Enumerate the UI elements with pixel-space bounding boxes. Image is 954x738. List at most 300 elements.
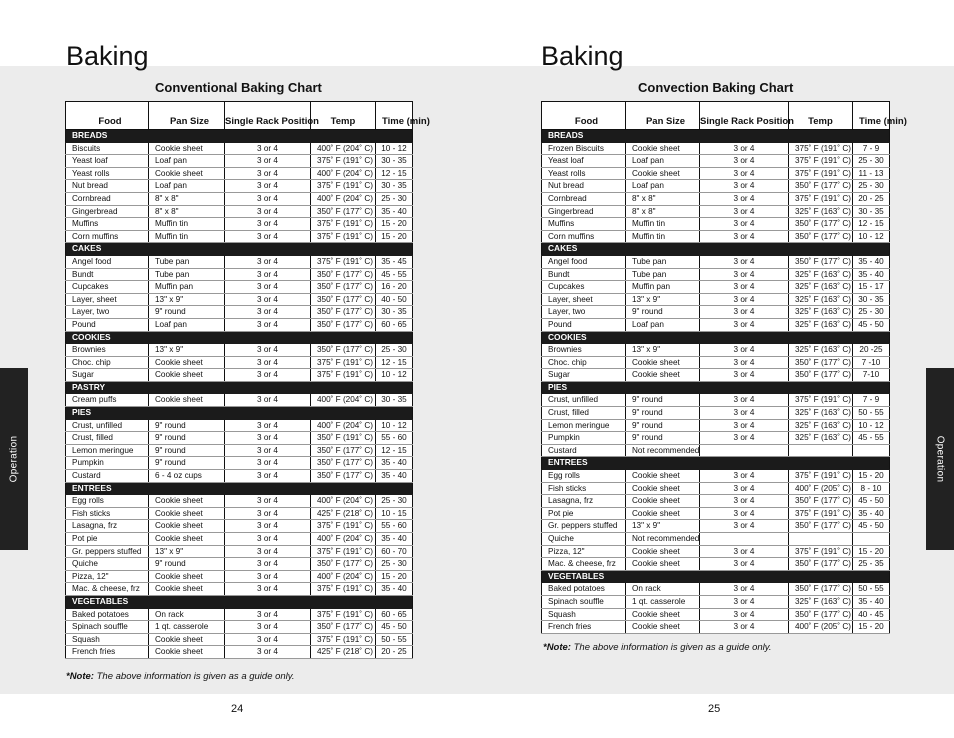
time-cell: 16 - 20 [376, 281, 413, 294]
food-cell: Pumpkin [542, 432, 626, 445]
table-row [66, 533, 413, 546]
temp-cell: 350˚ F (177˚ C) [311, 558, 376, 571]
food-cell: Baked potatoes [542, 583, 626, 596]
pan-size-cell: Loaf pan [149, 180, 225, 193]
col-header-pan-size: Pan Size [149, 102, 225, 130]
pan-size-cell: 9" round [149, 558, 225, 571]
col-header-temp: Temp [311, 102, 376, 130]
time-cell: 10 - 12 [853, 230, 890, 243]
temp-cell: 375˚ F (191˚ C) [789, 155, 853, 168]
conventional-baking-table [65, 101, 430, 659]
temp-cell: 325˚ F (163˚ C) [789, 268, 853, 281]
table-row [542, 495, 890, 508]
time-cell: 45 - 50 [853, 520, 890, 533]
time-cell: 7 - 9 [853, 394, 890, 407]
food-cell: Bundt [542, 268, 626, 281]
table-row [66, 167, 413, 180]
pan-size-cell: Cookie sheet [149, 369, 225, 382]
food-cell: Gr. peppers stuffed [66, 545, 149, 558]
pan-size-cell: 6 - 4 oz cups [149, 470, 225, 483]
time-cell: 20 - 25 [376, 646, 413, 659]
temp-cell: 350˚ F (177˚ C) [789, 369, 853, 382]
col-header-temp: Temp [789, 102, 853, 130]
temp-cell: 400˚ F (204˚ C) [311, 570, 376, 583]
pan-size-cell: Cookie sheet [626, 482, 700, 495]
food-cell: Yeast loaf [542, 155, 626, 168]
food-cell: Squash [66, 633, 149, 646]
rack-position-cell: 3 or 4 [225, 419, 311, 432]
time-cell: 50 - 55 [853, 583, 890, 596]
table-row [542, 281, 890, 294]
section-label: BREADS [66, 130, 413, 143]
rack-position-cell: 3 or 4 [225, 167, 311, 180]
rack-position-cell: 3 or 4 [225, 306, 311, 319]
col-header-food: Food [66, 102, 149, 130]
table-row [66, 344, 413, 357]
table-row [542, 268, 890, 281]
food-cell: Fish sticks [66, 507, 149, 520]
pan-size-cell: 8" x 8" [626, 192, 700, 205]
temp-cell: 350˚ F (177˚ C) [311, 457, 376, 470]
section-label: CAKES [66, 243, 413, 256]
temp-cell: 325˚ F (163˚ C) [789, 318, 853, 331]
temp-cell: 350˚ F (177˚ C) [311, 444, 376, 457]
col-header-time: Time (min) [376, 102, 413, 130]
col-header-time: Time (min) [853, 102, 890, 130]
table-header-row [542, 102, 890, 130]
time-cell: 7 - 9 [853, 142, 890, 155]
time-cell: 12 - 15 [376, 356, 413, 369]
section-header-row [66, 482, 413, 495]
rack-position-cell: 3 or 4 [225, 646, 311, 659]
time-cell: 35 - 40 [376, 533, 413, 546]
pan-size-cell: 9" round [626, 306, 700, 319]
rack-position-cell: 3 or 4 [225, 344, 311, 357]
temp-cell: 325˚ F (163˚ C) [789, 306, 853, 319]
pan-size-cell: Cookie sheet [149, 570, 225, 583]
pan-size-cell: Cookie sheet [149, 633, 225, 646]
food-cell: Yeast rolls [542, 167, 626, 180]
food-cell: Mac. & cheese, frz [542, 558, 626, 571]
food-cell: Choc. chip [66, 356, 149, 369]
table-row [66, 155, 413, 168]
temp-cell: 325˚ F (163˚ C) [789, 432, 853, 445]
temp-cell: 400˚ F (204˚ C) [311, 419, 376, 432]
rack-position-cell: 3 or 4 [700, 218, 789, 231]
rack-position-cell: 3 or 4 [225, 432, 311, 445]
table-row [66, 432, 413, 445]
time-cell: 30 - 35 [853, 205, 890, 218]
food-cell: Layer, two [66, 306, 149, 319]
rack-position-cell: 3 or 4 [700, 369, 789, 382]
table-row [542, 218, 890, 231]
food-cell: Brownies [542, 344, 626, 357]
rack-position-cell: 3 or 4 [700, 608, 789, 621]
time-cell: 15 - 20 [376, 230, 413, 243]
temp-cell: 350˚ F (177˚ C) [789, 180, 853, 193]
temp-cell: 350˚ F (177˚ C) [311, 281, 376, 294]
rack-position-cell: 3 or 4 [225, 205, 311, 218]
table-row [542, 621, 890, 634]
rack-position-cell: 3 or 4 [700, 142, 789, 155]
time-cell: 25 - 30 [376, 192, 413, 205]
time-cell [853, 444, 890, 457]
pan-size-cell: Loaf pan [149, 155, 225, 168]
temp-cell: 325˚ F (163˚ C) [789, 293, 853, 306]
temp-cell: 375˚ F (191˚ C) [789, 192, 853, 205]
temp-cell: 375˚ F (191˚ C) [311, 218, 376, 231]
time-cell: 30 - 35 [376, 180, 413, 193]
food-cell: Sugar [542, 369, 626, 382]
rack-position-cell: 3 or 4 [700, 407, 789, 420]
temp-cell: 350˚ F (177˚ C) [311, 306, 376, 319]
temp-cell: 375˚ F (191˚ C) [789, 394, 853, 407]
temp-cell: 350˚ F (177˚ C) [789, 558, 853, 571]
table-row [542, 545, 890, 558]
pan-size-cell: Cookie sheet [626, 142, 700, 155]
food-cell: Pot pie [542, 507, 626, 520]
rack-position-cell: 3 or 4 [225, 230, 311, 243]
rack-position-cell: 3 or 4 [225, 318, 311, 331]
food-cell: Cornbread [542, 192, 626, 205]
section-header-row [66, 407, 413, 420]
time-cell: 35 - 40 [853, 268, 890, 281]
rack-position-cell: 3 or 4 [225, 293, 311, 306]
table-row [542, 155, 890, 168]
temp-cell: 375˚ F (191˚ C) [789, 167, 853, 180]
food-cell: Cupcakes [542, 281, 626, 294]
food-cell: Choc. chip [542, 356, 626, 369]
table-row [66, 608, 413, 621]
time-cell: 55 - 60 [376, 432, 413, 445]
rack-position-cell: 3 or 4 [700, 545, 789, 558]
temp-cell: 375˚ F (191˚ C) [789, 507, 853, 520]
rack-position-cell: 3 or 4 [225, 356, 311, 369]
rack-position-cell: 3 or 4 [700, 595, 789, 608]
section-label: COOKIES [542, 331, 890, 344]
rack-position-cell: 3 or 4 [225, 520, 311, 533]
col-header-rack-position: Single Rack Position [225, 102, 311, 130]
pan-size-cell: On rack [149, 608, 225, 621]
rack-position-cell: 3 or 4 [225, 394, 311, 407]
rack-position-cell: 3 or 4 [700, 419, 789, 432]
food-cell: Mac. & cheese, frz [66, 583, 149, 596]
temp-cell: 375˚ F (191˚ C) [789, 470, 853, 483]
temp-cell: 350˚ F (177˚ C) [789, 218, 853, 231]
food-cell: Spinach souffle [66, 621, 149, 634]
section-header-row [66, 381, 413, 394]
food-cell: Crust, filled [542, 407, 626, 420]
pan-size-cell: Cookie sheet [626, 369, 700, 382]
pan-size-cell: 8" x 8" [626, 205, 700, 218]
rack-position-cell: 3 or 4 [700, 621, 789, 634]
rack-position-cell: 3 or 4 [225, 218, 311, 231]
section-label: PIES [66, 407, 413, 420]
rack-position-cell: 3 or 4 [225, 495, 311, 508]
table-row [66, 520, 413, 533]
table-row [66, 218, 413, 231]
time-cell: 15 - 20 [376, 218, 413, 231]
section-header-row [66, 243, 413, 256]
temp-cell: 375˚ F (191˚ C) [311, 230, 376, 243]
time-cell: 12 - 15 [376, 444, 413, 457]
pan-size-cell: Muffin pan [626, 281, 700, 294]
temp-cell: 350˚ F (177˚ C) [789, 583, 853, 596]
time-cell: 35 - 40 [376, 470, 413, 483]
table-row [542, 306, 890, 319]
operation-side-tab-right [926, 368, 954, 550]
time-cell: 15 - 20 [853, 621, 890, 634]
temp-cell: 375˚ F (191˚ C) [311, 180, 376, 193]
rack-position-cell: 3 or 4 [700, 230, 789, 243]
section-header-row [542, 243, 890, 256]
section-header-row [542, 457, 890, 470]
food-cell: Gingerbread [542, 205, 626, 218]
food-cell: Corn muffins [542, 230, 626, 243]
table-row [542, 432, 890, 445]
rack-position-cell: 3 or 4 [225, 533, 311, 546]
food-cell: Lemon meringue [542, 419, 626, 432]
time-cell: 15 - 20 [853, 470, 890, 483]
food-cell: Yeast rolls [66, 167, 149, 180]
rack-position-cell: 3 or 4 [700, 293, 789, 306]
pan-size-cell: 9" round [149, 419, 225, 432]
table-row [66, 495, 413, 508]
temp-cell: 425˚ F (218˚ C) [311, 646, 376, 659]
temp-cell: 375˚ F (191˚ C) [311, 583, 376, 596]
time-cell: 50 - 55 [853, 407, 890, 420]
table-row [542, 583, 890, 596]
time-cell: 20 -25 [853, 344, 890, 357]
pan-size-cell: On rack [626, 583, 700, 596]
pan-size-cell: 13" x 9" [626, 293, 700, 306]
time-cell: 50 - 55 [376, 633, 413, 646]
food-cell: Gr. peppers stuffed [542, 520, 626, 533]
rack-position-cell: 3 or 4 [700, 205, 789, 218]
temp-cell: 375˚ F (191˚ C) [789, 545, 853, 558]
pan-size-cell: 13" x 9" [626, 520, 700, 533]
table-row [66, 293, 413, 306]
pan-size-cell: Cookie sheet [626, 356, 700, 369]
guide-note-left [66, 671, 294, 682]
temp-cell: 350˚ F (177˚ C) [311, 470, 376, 483]
table-row [542, 230, 890, 243]
table-row [66, 255, 413, 268]
food-cell: Squash [542, 608, 626, 621]
time-cell: 10 - 15 [376, 507, 413, 520]
table-row [66, 633, 413, 646]
time-cell: 40 - 45 [853, 608, 890, 621]
table-row [542, 293, 890, 306]
temp-cell: 350˚ F (177˚ C) [311, 621, 376, 634]
rack-position-cell: 3 or 4 [700, 470, 789, 483]
pan-size-cell: Tube pan [149, 255, 225, 268]
rack-position-cell: 3 or 4 [700, 268, 789, 281]
table-row [66, 621, 413, 634]
rack-position-cell: 3 or 4 [225, 457, 311, 470]
chart-title-conventional: Conventional Baking Chart [155, 80, 322, 95]
temp-cell: 400˚ F (204˚ C) [311, 167, 376, 180]
table-row [542, 533, 890, 546]
rack-position-cell: 3 or 4 [700, 558, 789, 571]
pan-size-cell: Cookie sheet [149, 394, 225, 407]
pan-size-cell: Tube pan [626, 268, 700, 281]
table-header-row [66, 102, 413, 130]
food-cell: Muffins [66, 218, 149, 231]
pan-size-cell: Muffin tin [626, 230, 700, 243]
temp-cell: 325˚ F (163˚ C) [789, 407, 853, 420]
section-header-row [66, 130, 413, 143]
pan-size-cell: Cookie sheet [149, 356, 225, 369]
time-cell: 30 - 35 [376, 306, 413, 319]
rack-position-cell: 3 or 4 [700, 192, 789, 205]
rack-position-cell: 3 or 4 [225, 570, 311, 583]
table-row [542, 608, 890, 621]
temp-cell: 325˚ F (163˚ C) [789, 344, 853, 357]
time-cell: 11 - 13 [853, 167, 890, 180]
chart-title-convection: Convection Baking Chart [638, 80, 794, 95]
food-cell: Pot pie [66, 533, 149, 546]
pan-size-cell: Loaf pan [149, 318, 225, 331]
time-cell: 12 - 15 [376, 167, 413, 180]
food-cell: Pound [542, 318, 626, 331]
temp-cell: 350˚ F (177˚ C) [789, 520, 853, 533]
convection-baking-table [541, 101, 907, 634]
temp-cell: 375˚ F (191˚ C) [311, 608, 376, 621]
rack-position-cell: 3 or 4 [225, 192, 311, 205]
note-label: *Note: [543, 642, 571, 653]
food-cell: Pumpkin [66, 457, 149, 470]
time-cell: 15 - 20 [853, 545, 890, 558]
time-cell: 7 -10 [853, 356, 890, 369]
rack-position-cell: 3 or 4 [225, 470, 311, 483]
table-row [66, 356, 413, 369]
table-row [66, 646, 413, 659]
pan-size-cell: 9" round [149, 457, 225, 470]
food-cell: Bundt [66, 268, 149, 281]
pan-size-cell: 1 qt. casserole [626, 595, 700, 608]
food-cell: Pound [66, 318, 149, 331]
food-cell: Angel food [66, 255, 149, 268]
table-row [66, 444, 413, 457]
section-label: VEGETABLES [66, 595, 413, 608]
temp-cell: 350˚ F (177˚ C) [789, 230, 853, 243]
table-row [66, 419, 413, 432]
table-row [542, 142, 890, 155]
time-cell: 25 - 30 [376, 344, 413, 357]
temp-cell: 375˚ F (191˚ C) [311, 369, 376, 382]
food-cell: Crust, unfilled [542, 394, 626, 407]
time-cell: 10 - 12 [376, 142, 413, 155]
rack-position-cell: 3 or 4 [700, 507, 789, 520]
pan-size-cell: Cookie sheet [626, 495, 700, 508]
rack-position-cell: 3 or 4 [700, 167, 789, 180]
food-cell: Nut bread [66, 180, 149, 193]
conventional-table-body [66, 130, 413, 659]
side-tab-label: Operation [8, 435, 20, 483]
pan-size-cell: Not recommended [626, 533, 700, 546]
rack-position-cell: 3 or 4 [700, 318, 789, 331]
pan-size-cell: Muffin tin [626, 218, 700, 231]
time-cell: 35 - 40 [376, 205, 413, 218]
table-row [542, 180, 890, 193]
pan-size-cell: Cookie sheet [626, 621, 700, 634]
food-cell: Cornbread [66, 192, 149, 205]
table-row [66, 142, 413, 155]
table-row [542, 407, 890, 420]
rack-position-cell: 3 or 4 [700, 155, 789, 168]
rack-position-cell: 3 or 4 [700, 344, 789, 357]
rack-position-cell: 3 or 4 [700, 482, 789, 495]
temp-cell: 375˚ F (191˚ C) [311, 155, 376, 168]
time-cell: 35 - 40 [853, 595, 890, 608]
temp-cell: 400˚ F (204˚ C) [311, 394, 376, 407]
section-label: CAKES [542, 243, 890, 256]
page-title-right: Baking [541, 41, 624, 71]
time-cell: 30 - 35 [376, 394, 413, 407]
table-row [542, 470, 890, 483]
rack-position-cell: 3 or 4 [225, 558, 311, 571]
food-cell: Frozen Biscuits [542, 142, 626, 155]
rack-position-cell: 3 or 4 [225, 507, 311, 520]
pan-size-cell: 8" x 8" [149, 192, 225, 205]
temp-cell: 375˚ F (191˚ C) [311, 545, 376, 558]
table-row [542, 205, 890, 218]
rack-position-cell: 3 or 4 [225, 444, 311, 457]
rack-position-cell: 3 or 4 [700, 180, 789, 193]
time-cell: 45 - 50 [853, 318, 890, 331]
pan-size-cell: Tube pan [626, 255, 700, 268]
pan-size-cell: Muffin pan [149, 281, 225, 294]
table-row [66, 318, 413, 331]
time-cell: 35 - 40 [853, 255, 890, 268]
section-label: VEGETABLES [542, 570, 890, 583]
food-cell: Angel food [542, 255, 626, 268]
time-cell: 45 - 50 [853, 495, 890, 508]
food-cell: Lasagna, frz [66, 520, 149, 533]
section-header-row [66, 331, 413, 344]
temp-cell: 400˚ F (204˚ C) [311, 142, 376, 155]
table-row [66, 369, 413, 382]
table-row [542, 318, 890, 331]
food-cell: Biscuits [66, 142, 149, 155]
rack-position-cell: 3 or 4 [225, 369, 311, 382]
time-cell [853, 533, 890, 546]
pan-size-cell: Cookie sheet [149, 520, 225, 533]
pan-size-cell: 13" x 9" [149, 344, 225, 357]
col-header-food: Food [542, 102, 626, 130]
time-cell: 60 - 65 [376, 608, 413, 621]
time-cell: 15 - 17 [853, 281, 890, 294]
pan-size-cell: Cookie sheet [626, 608, 700, 621]
temp-cell: 350˚ F (191˚ C) [311, 432, 376, 445]
table-row [66, 394, 413, 407]
page-number-right: 25 [708, 703, 721, 715]
table-row [66, 180, 413, 193]
time-cell: 35 - 40 [376, 457, 413, 470]
temp-cell: 350˚ F (177˚ C) [311, 268, 376, 281]
temp-cell: 350˚ F (177˚ C) [311, 205, 376, 218]
rack-position-cell: 3 or 4 [225, 583, 311, 596]
time-cell: 60 - 65 [376, 318, 413, 331]
table-row [66, 583, 413, 596]
section-header-row [542, 331, 890, 344]
table-row [542, 520, 890, 533]
time-cell: 45 - 50 [376, 621, 413, 634]
food-cell: Nut bread [542, 180, 626, 193]
food-cell: Quiche [66, 558, 149, 571]
table-row [542, 482, 890, 495]
